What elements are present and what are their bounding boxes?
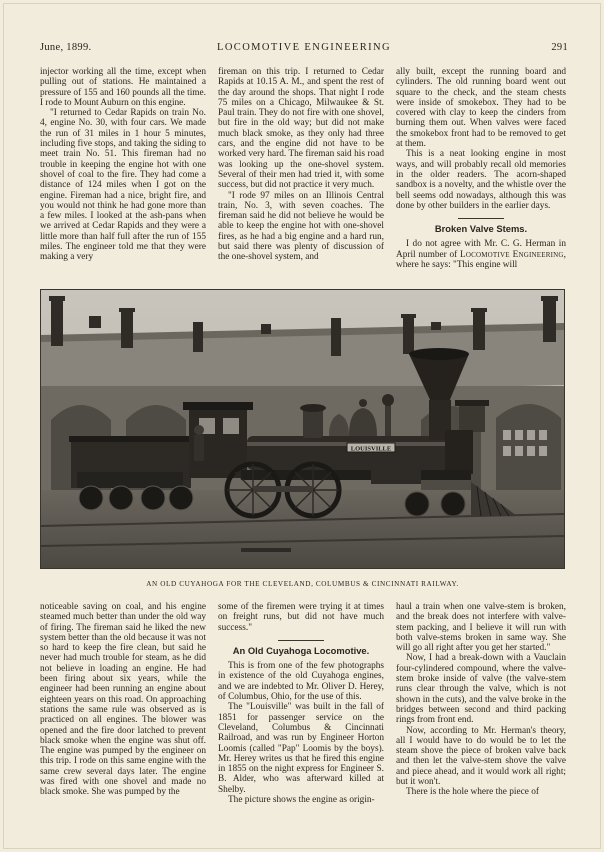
bottom-column-3 xyxy=(396,602,566,798)
paragraph: "I returned to Cedar Rapids on train No. 4, engine No. 30, with four cars. We made the run of 31 miles in 1 hour 5 minutes, including five stops, and taking the siding to meet train No. 51. This fireman had no trouble in keeping the engine hot with one shovel of coal to the fire. They had come a distance of 124 miles when I got on the engine. Fireman had a nice, bright fire, and you would not think he had gone more than a few miles. I looked at the ash-pans when we arrived at Cedar Rapids and they were a little more than half full after the run of 155 miles. The engineer told me that they were making a very xyxy=(40,108,206,263)
paragraph: noticeable saving on coal, and his engine steamed much better than under the old way of firing. The fireman said he liked the new system better than the old because it was not so hard to keep the fire clean, but said he never had much trouble for steam, as he did not believe in loading an engine. He had been firing about six years, while the engineer had been running an engine about eighteen years on this road. On approaching stations the same rule was observed as is practiced on all engines. The blower was opened and the fire door latched to prevent black smoke when the engine was shut off. The engine was pumped by the engineer on this trip. I rode on this same engine with the same crew several days later. The engine was fired with one shovel and made no black smoke. She was pumped by the xyxy=(40,602,206,798)
running-header xyxy=(40,42,568,56)
section-heading-old-cuyahoga xyxy=(218,640,384,656)
paragraph: The "Louisville" was built in the fall of 1851 for passenger service on the Cleveland, Columbus & Cincinnati Railroad, and was run by Engineer Horton Loomis (called "Pap" Loomis by the boys). Mr. Herey writes us that he fired this engine in 1855 on the night express for Engineer S. B. Alder, who was afterward killed at Shelby. xyxy=(218,702,384,795)
locomotive-illustration xyxy=(41,290,565,569)
nameplate-text: LOUISVILLE xyxy=(350,445,392,453)
paragraph: "I rode 97 miles on an Illinois Central train, No. 3, with seven coaches. The fireman said he did not believe he would be able to keep the engine hot with one-shovel fires, as he had a big engine and a hard run, but said there was plenty of discussion of the one-shovel system, and xyxy=(218,190,384,263)
locomotive-photo xyxy=(40,289,565,569)
bottom-column-1 xyxy=(40,602,206,798)
text-run: , where he says: "This engine will xyxy=(396,249,566,271)
paragraph: haul a train when one valve-stem is broken, and the break does not interfere with valve-stem packing, and I believe it will run with both valve-stems broken in same way. She will go all right after you get her started." xyxy=(396,602,566,654)
text-run: I do not agree with Mr. C. G. Herman in April number of xyxy=(396,239,566,260)
issue-date: June, 1899. xyxy=(40,42,92,53)
journal-title: LOCOMOTIVE ENGINEERING xyxy=(217,42,391,53)
top-column-1 xyxy=(40,67,206,263)
heading-text: An Old Cuyahoga Locomotive. xyxy=(232,644,370,656)
paragraph: Now, I had a break-down with a Vauclain four-cylindered compound, where the valve-stem broke inside of valve (the valve-stem runs clear through the valve, which is not shown in the cuts), and the valve broke in the bridges between second and third packing rings from front end. xyxy=(396,653,566,726)
paragraph: The picture shows the engine as origin- xyxy=(228,795,375,806)
top-column-2 xyxy=(218,67,384,263)
paragraph: injector working all the time, except when pulling out of stations. He maintained a pressure of 155 and 160 pounds all the time. I rode to Mount Auburn on this engine. xyxy=(40,67,206,108)
paragraph: There is the hole where the piece of xyxy=(406,787,539,798)
heading-rule xyxy=(278,640,324,641)
paragraph: some of the firemen were trying it at times on freight runs, but did not have much success." xyxy=(218,602,384,633)
paragraph: Now, according to Mr. Herman's theory, all I would have to do would be to let the steam shove the piece of broken valve back and then let the valve-stem shove the valve and piece ahead, and it would work all right; but it won't. xyxy=(396,725,566,788)
heading-rule xyxy=(458,218,504,219)
paragraph xyxy=(396,239,566,270)
photo-caption: AN OLD CUYAHOGA FOR THE CLEVELAND, COLUMBUS & CINCINNATI RAILWAY. xyxy=(146,580,459,588)
top-column-3 xyxy=(396,67,566,270)
paragraph: This is from one of the few photographs in existence of the old Cuyahoga engines, and we are indebted to Mr. Oliver D. Herey, of Columbus, Ohio, for the use of this. xyxy=(218,661,384,703)
paragraph: This is a neat looking engine in most ways, and will probably recall old memories in the older readers. The acorn-shaped sandbox is a novelty, and the whistle over the bell seems odd nowadays, although this was done by other builders in the earlier days. xyxy=(396,149,566,211)
page-number: 291 xyxy=(551,42,568,53)
paragraph: ally built, except the running board and cylinders. The old running board went out square to the check, and the steam chests were inside of smokebox. They had to be covered with clay to keep the cinders from burning them out. When valves were faced the smokebox front had to be removed to get at them. xyxy=(396,67,566,150)
section-heading-broken-valve-stems xyxy=(396,218,566,234)
paragraph: fireman on this trip. I returned to Cedar Rapids at 10.15 A. M., and spent the rest of the day around the shops. That night I rode 75 miles on a Chicago, Milwaukee & St. Paul train. They do not fire with one shovel, but fire in the old way; but did not make much black smoke, as they only had three cars, and the engine did not have to be worked very hard. The fireman said his road was looking up the one-shovel system. Several of their men had tried it, with some success, but did not practice it very much. xyxy=(218,67,384,191)
bottom-column-2 xyxy=(218,602,384,805)
journal-reference: Locomotive Engineering xyxy=(460,249,564,260)
heading-text: Broken Valve Stems. xyxy=(434,223,528,235)
